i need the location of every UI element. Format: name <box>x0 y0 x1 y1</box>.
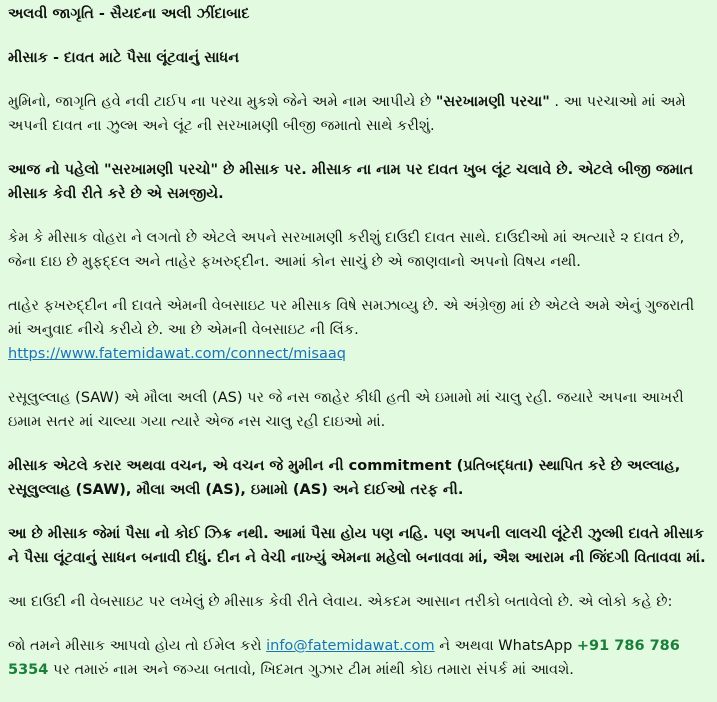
post-title: મીસાક - દાવત માટે પૈસા લૂંટવાનું સાધન <box>8 50 240 66</box>
misaq-definition-paragraph: મીસાક એટલે કરાર અથવા વચન, એ વચન જે મુમીન ની commitment (પ્રતિબદ્ધતા) સ્થાપિત કરે છે અલ્લાહ, રસૂલુલ્લાહ (SAW), મૌલા અલી (AS), ઇમામો (AS) અને દાઈઓ તરફ ની. <box>8 458 681 498</box>
post-title-block <box>8 46 709 70</box>
contact-paragraph <box>8 634 709 682</box>
first-parcha-paragraph: આજ નો પહેલો "સરખામણી પરચો" છે મીસાક પર. મીસાક ના નામ પર દાવત ખુબ લૂંટ ચલાવે છે. એટલે બીજી જમાત મીસાક કેવી રીતે કરે છે એ સમજીયે. <box>8 162 694 202</box>
dawoodi-paragraph: કેમ કે મીસાક વોહરા ને લગતો છે એટલે અપને સરખામણી કરીશું દાઉદી દાવત સાથે. દાઉદીઓ માં અત્યારે ૨ દાવત છે, જેના દાઇ છે મુફદ્દલ અને તાહેર ફખરુદ્દીન. આમાં કોન સાચું છે એ જાણવાનો અપનો વિષય નથી. <box>8 230 685 270</box>
taher-text: તાહેર ફખરુદ્દીન ની દાવતે એમની વેબસાઇટ પર મીસાક વિષે સમઝાવ્યુ છે. એ અંગ્રેજી માં છે એટલે અમે એનું ગુજરાતી માં અનુવાદ નીચે કરીયે છે. આ છે એમની વેબસાઇટ ની લિંક. <box>8 298 695 338</box>
header-block <box>8 2 709 26</box>
contact-text-2: ને અથવા WhatsApp <box>434 638 577 654</box>
misaaq-link[interactable]: https://www.fatemidawat.com/connect/misaaq <box>8 346 346 362</box>
intro-text-2: . આ પરચાઓ માં અમે અપની દાવત ના ઝુલ્મ અને લૂંટ ની સરખામણી બીજી જમાતો સાથે કરીશું. <box>8 94 686 134</box>
contact-text-1: જો તમને મીસાક આપવો હોય તો ઈમેલ કરો <box>8 638 267 654</box>
email-link[interactable]: info@fatemidawat.com <box>266 638 435 654</box>
header-title: અલવી જાગૃતિ - સૈયદના અલી ઝીંદાબાદ <box>8 6 250 22</box>
intro-paragraph <box>8 90 709 138</box>
money-paragraph: આ છે મીસાક જેમાં પૈસા નો કોઈ ઝિક્ર નથી. આમાં પૈસા હોય પણ નહિ. પણ અપની લાલચી લૂંટેરી ઝુલ્મી દાવતે મીસાક ને પૈસા લૂંટવાનું સાધન બનાવી દીધું. દીન ને વેચી નાખ્યું એમના મહેલો બનાવવા માં, ઐશ આરામ ની જિંદગી વિતાવવા માં. <box>8 526 706 566</box>
whatsapp-phone[interactable]: +91 786 786 5354 <box>8 638 680 678</box>
contact-text-3: પર તમારું નામ અને જગ્યા બતાવો, ખિદમત ગુઝાર ટીમ માંથી કોઇ તમારા સંપર્ક માં આવશે. <box>48 662 574 678</box>
intro-bold-term: "સરખામણી પરચા" <box>435 94 550 110</box>
taher-paragraph <box>8 294 709 366</box>
rasool-paragraph: રસૂલુલ્લાહ (SAW) એ મૌલા અલી (AS) પર જે નસ જાહેર કીધી હતી એ ઇમામો માં ચાલુ રહી. જયારે અપના આખરી ઇમામ સતર માં ચાલ્યા ગયા ત્યારે એજ નસ ચાલુ રહી દાઇઓ માં. <box>8 390 684 430</box>
website-paragraph: આ દાઉદી ની વેબસાઇટ પર લખેલું છે મીસાક કેવી રીતે લેવાય. એકદમ આસાન તરીકો બતાવેલો છે. એ લોકો કહે છે: <box>8 594 673 610</box>
intro-text-1: મુમિનો, જાગૃતિ હવે નવી ટાઈપ ના પરચા મુકશે જેને અમે નામ આપીયે છે <box>8 94 436 110</box>
